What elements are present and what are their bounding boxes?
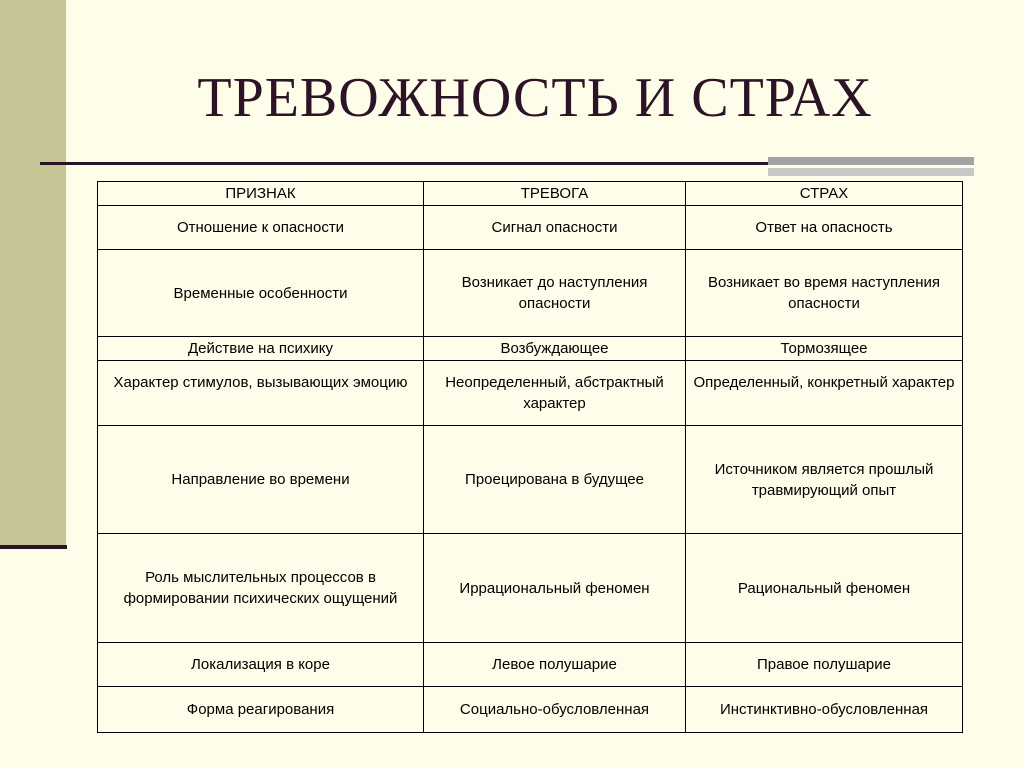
table-cell: Возникает во время наступления опасности [686, 250, 963, 337]
table-cell: Левое полушарие [424, 643, 686, 687]
table-cell: Отношение к опасности [98, 206, 424, 250]
table-cell: Правое полушарие [686, 643, 963, 687]
header-sign: ПРИЗНАК [98, 182, 424, 206]
table-row [98, 361, 963, 426]
table-cell: Неопределенный, абстрактный характер [424, 361, 686, 426]
table-row [98, 250, 963, 337]
table-cell: Определенный, конкретный характер [686, 361, 963, 426]
title-underline [40, 162, 770, 165]
table-row [98, 534, 963, 643]
comparison-table [97, 181, 963, 733]
table-cell: Характер стимулов, вызывающих эмоцию [98, 361, 424, 426]
table-cell: Проецирована в будущее [424, 426, 686, 534]
table-cell: Локализация в коре [98, 643, 424, 687]
table-cell: Временные особенности [98, 250, 424, 337]
title-underline-accent [768, 157, 974, 165]
table-cell: Источником является прошлый травмирующий опыт [686, 426, 963, 534]
table-row [98, 206, 963, 250]
table-cell: Форма реагирования [98, 687, 424, 733]
left-accent-line [0, 545, 67, 549]
left-accent-bar [0, 0, 66, 545]
table-cell: Действие на психику [98, 337, 424, 361]
title-underline-accent-light [768, 168, 974, 176]
table-cell: Роль мыслительных процессов в формировании психических ощущений [98, 534, 424, 643]
header-anxiety: ТРЕВОГА [424, 182, 686, 206]
table-cell: Иррациональный феномен [424, 534, 686, 643]
table-cell: Направление во времени [98, 426, 424, 534]
table-header-row [98, 182, 963, 206]
table-row [98, 426, 963, 534]
table-cell: Возбуждающее [424, 337, 686, 361]
slide-title: ТРЕВОЖНОСТЬ И СТРАХ [197, 67, 873, 129]
header-fear: СТРАХ [686, 182, 963, 206]
table-row [98, 643, 963, 687]
table-cell: Инстинктивно-обусловленная [686, 687, 963, 733]
table-cell: Сигнал опасности [424, 206, 686, 250]
table-cell: Возникает до наступления опасности [424, 250, 686, 337]
table-cell: Социально-обусловленная [424, 687, 686, 733]
table-cell: Рациональный феномен [686, 534, 963, 643]
table-row [98, 337, 963, 361]
table-cell: Ответ на опасность [686, 206, 963, 250]
table-cell: Тормозящее [686, 337, 963, 361]
table-row [98, 687, 963, 733]
